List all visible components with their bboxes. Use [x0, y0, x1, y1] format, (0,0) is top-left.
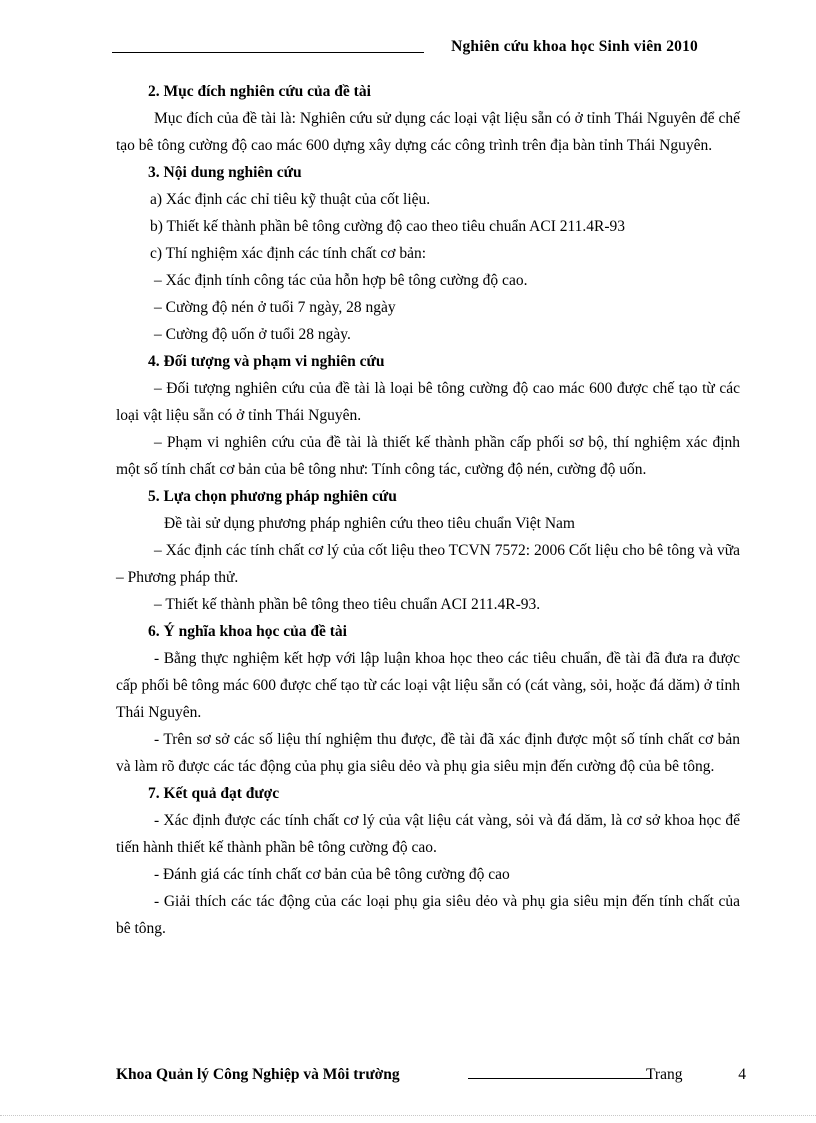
page-footer	[116, 1066, 748, 1088]
section-heading: 6. Ý nghĩa khoa học của đề tài	[148, 623, 347, 640]
footer-page-number: 4	[738, 1066, 746, 1083]
paragraph: Mục đích của đề tài là: Nghiên cứu sử dụng các loại vật liệu sẵn có ở tỉnh Thái Nguyên để chế tạo bê tông cường độ cao mác 600 dựng xây dựng các công trình trên địa bàn tỉnh Thái Nguyên.	[116, 110, 740, 154]
section-heading: 5. Lựa chọn phương pháp nghiên cứu	[148, 488, 397, 505]
paragraph: Đề tài sử dụng phương pháp nghiên cứu theo tiêu chuẩn Việt Nam	[164, 515, 575, 532]
list-item: b) Thiết kế thành phần bê tông cường độ cao theo tiêu chuẩn ACI 211.4R-93	[150, 218, 626, 235]
paragraph: - Giải thích các tác động của các loại phụ gia siêu dẻo và phụ gia siêu mịn đến tính chất của bê tông.	[116, 893, 740, 937]
list-item: – Xác định tính công tác của hỗn hợp bê tông cường độ cao.	[154, 272, 528, 289]
page-edge-divider	[0, 1115, 816, 1116]
document-body	[116, 78, 740, 942]
footer-department: Khoa Quản lý Công Nghiệp và Môi trường	[116, 1066, 400, 1083]
footer-rule	[468, 1078, 650, 1079]
list-item: a) Xác định các chỉ tiêu kỹ thuật của cốt liệu.	[150, 191, 431, 208]
page-header	[112, 38, 702, 58]
section-heading: 4. Đối tượng và phạm vi nghiên cứu	[148, 353, 385, 370]
section-heading: 2. Mục đích nghiên cứu của đề tài	[148, 83, 371, 100]
paragraph: – Đối tượng nghiên cứu của đề tài là loại bê tông cường độ cao mác 600 được chế tạo từ các loại vật liệu sẵn có ở tỉnh Thái Nguyên.	[116, 380, 740, 424]
paragraph: - Xác định được các tính chất cơ lý của vật liệu cát vàng, sỏi và đá dăm, là cơ sở khoa học để tiến hành thiết kế thành phần bê tông cường độ cao.	[116, 812, 740, 856]
list-item: – Cường độ nén ở tuổi 7 ngày, 28 ngày	[154, 299, 396, 316]
paragraph: – Xác định các tính chất cơ lý của cốt liệu theo TCVN 7572: 2006 Cốt liệu cho bê tông và vữa – Phương pháp thử.	[116, 542, 740, 586]
paragraph: - Bằng thực nghiệm kết hợp với lập luận khoa học theo các tiêu chuẩn, đề tài đã đưa ra được cấp phối bê tông mác 600 được chế tạo từ các loại vật liệu sẵn có (cát vàng, sỏi, hoặc đá dăm) ở tỉnh Thái Nguyên.	[116, 650, 740, 721]
paragraph: – Thiết kế thành phần bê tông theo tiêu chuẩn ACI 211.4R-93.	[154, 596, 541, 613]
list-item: – Cường độ uốn ở tuổi 28 ngày.	[154, 326, 351, 343]
section-heading: 7. Kết quả đạt được	[148, 785, 280, 802]
list-item: c) Thí nghiệm xác định các tính chất cơ bản:	[150, 245, 427, 262]
paragraph: - Trên sơ sở các số liệu thí nghiệm thu được, đề tài đã xác định được một số tính chất cơ bản và làm rõ được các tác động của phụ gia siêu dẻo và phụ gia siêu mịn đến cường độ của bê tông.	[116, 731, 740, 775]
footer-page-label: Trang	[646, 1066, 683, 1083]
paragraph: - Đánh giá các tính chất cơ bản của bê tông cường độ cao	[154, 866, 510, 883]
header-title: Nghiên cứu khoa học Sinh viên 2010	[451, 38, 698, 55]
paragraph: – Phạm vi nghiên cứu của đề tài là thiết kế thành phần cấp phối sơ bộ, thí nghiệm xác định một số tính chất cơ bản của bê tông như: Tính công tác, cường độ nén, cường độ uốn.	[116, 434, 740, 478]
section-heading: 3. Nội dung nghiên cứu	[148, 164, 302, 181]
header-rule	[112, 52, 424, 53]
